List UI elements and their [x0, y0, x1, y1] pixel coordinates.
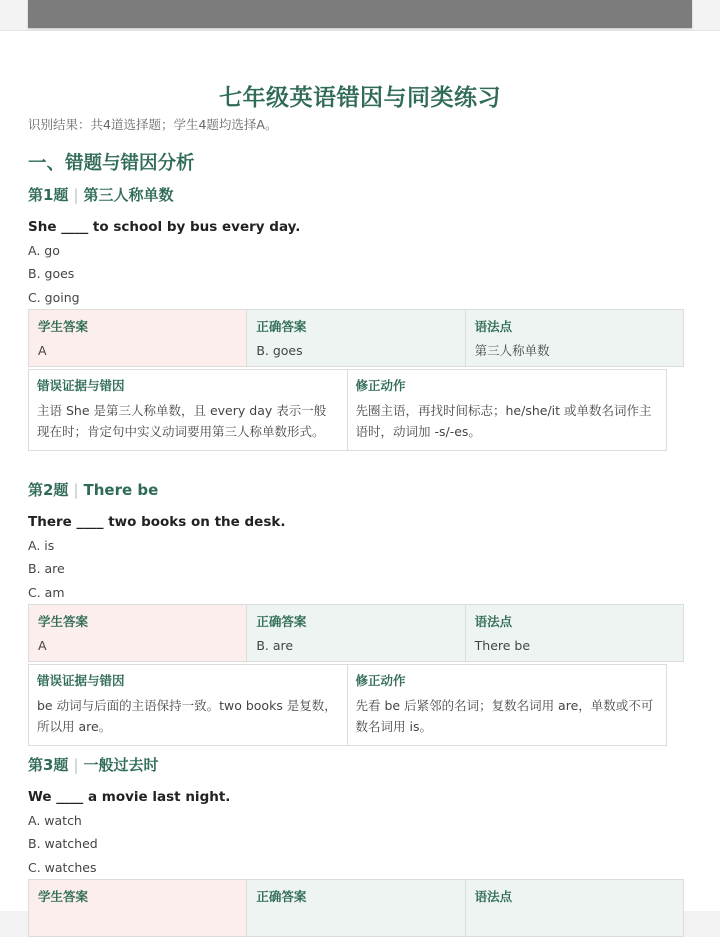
correction-action-text: 先看 be 后紧邻的名词；复数名词用 are，单数或不可数名词用 is。 [355, 697, 654, 734]
question-number: 第2题 [28, 481, 69, 499]
student-answer-label: 学生答案 [38, 613, 89, 629]
answer-table [28, 604, 684, 662]
section-heading: 一、错题与错因分析 [28, 153, 195, 174]
document-page [0, 30, 720, 911]
heading-separator: | [73, 186, 79, 204]
student-answer-label: 学生答案 [38, 318, 89, 334]
grammar-point-label: 语法点 [474, 613, 513, 629]
option-a: A. go [28, 242, 60, 258]
correct-answer-label: 正确答案 [256, 888, 307, 904]
option-b: B. watched [28, 836, 98, 851]
question-number: 第3题 [28, 756, 69, 774]
student-answer-value: A [38, 637, 47, 653]
question-stem: She ____ to school by bus every day. [28, 219, 301, 235]
error-evidence-cell [29, 370, 348, 450]
option-a: A. watch [28, 812, 82, 828]
student-answer-label: 学生答案 [38, 888, 89, 904]
analysis-table [28, 664, 667, 746]
error-evidence-text: be 动词与后面的主语保持一致。two books 是复数，所以用 are。 [37, 697, 337, 734]
error-evidence-label: 错误证据与错因 [37, 377, 125, 393]
question-topic: There be [83, 481, 159, 499]
grammar-point-cell [466, 605, 683, 661]
correct-answer-cell [247, 310, 465, 366]
correct-answer-cell [247, 880, 465, 936]
question-topic: 第三人称单数 [83, 186, 174, 204]
question-heading [28, 753, 684, 777]
correct-answer-value: B. are [256, 637, 294, 653]
correction-action-cell [348, 370, 667, 450]
option-c: C. watches [28, 859, 97, 875]
correct-answer-label: 正确答案 [256, 318, 307, 334]
question-number: 第1题 [28, 186, 69, 204]
option-c: C. going [28, 289, 80, 305]
student-answer-cell [29, 880, 247, 936]
grammar-point-label: 语法点 [474, 888, 513, 904]
document-top-bar [28, 0, 692, 28]
question-block-2 [28, 478, 684, 746]
question-stem: There ____ two books on the desk. [28, 514, 286, 530]
error-evidence-label: 错误证据与错因 [37, 672, 125, 688]
grammar-point-value: There be [474, 637, 531, 653]
question-stem: We ____ a movie last night. [28, 789, 231, 805]
question-heading [28, 478, 684, 502]
heading-separator: | [73, 756, 79, 774]
correct-answer-value: B. goes [256, 342, 303, 358]
answer-table [28, 309, 684, 367]
error-evidence-cell [29, 665, 348, 745]
option-b: B. goes [28, 266, 75, 281]
correction-action-cell [348, 665, 667, 745]
correction-action-label: 修正动作 [355, 377, 406, 393]
student-answer-cell [29, 605, 247, 661]
analysis-table [28, 369, 667, 451]
grammar-point-cell [466, 880, 683, 936]
option-b: B. are [28, 561, 65, 576]
question-block-1 [28, 183, 684, 451]
student-answer-cell [29, 310, 247, 366]
document-title: 七年级英语错因与同类练习 [219, 85, 501, 111]
heading-separator: | [73, 481, 79, 499]
correction-action-label: 修正动作 [355, 672, 406, 688]
grammar-point-value: 第三人称单数 [474, 342, 550, 358]
correction-action-text: 先圈主语，再找时间标志；he/she/it 或单数名词作主语时，动词加 -s/-es。 [355, 402, 652, 439]
student-answer-value: A [38, 342, 47, 358]
question-topic: 一般过去时 [83, 756, 159, 774]
option-c: C. am [28, 584, 65, 600]
answer-table [28, 879, 684, 937]
recognition-summary: 识别结果：共4道选择题；学生4题均选择A。 [28, 117, 278, 132]
grammar-point-label: 语法点 [474, 318, 513, 334]
correct-answer-cell [247, 605, 465, 661]
error-evidence-text: 主语 She 是第三人称单数，且 every day 表示一般现在时；肯定句中实义动词要用第三人称单数形式。 [37, 402, 327, 439]
question-block-3 [28, 753, 684, 937]
grammar-point-cell [466, 310, 683, 366]
option-a: A. is [28, 537, 55, 553]
question-heading [28, 183, 684, 207]
correct-answer-label: 正确答案 [256, 613, 307, 629]
